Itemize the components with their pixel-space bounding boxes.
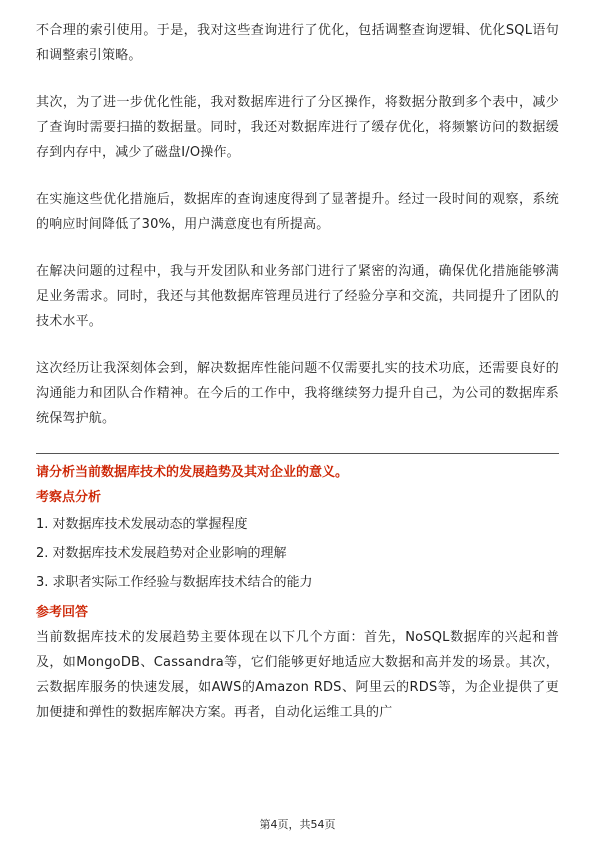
paragraph-query-optimization: 不合理的索引使用。于是，我对这些查询进行了优化，包括调整查询逻辑、优化SQL语句和调整索引策略。 (36, 23, 559, 63)
answer-title: 参考回答 (36, 605, 89, 620)
page-number: 第4页，共54页 (259, 818, 336, 831)
analysis-item: 2. 对数据库技术发展趋势对企业影响的理解 (36, 546, 287, 561)
paragraph-partition-cache: 其次，为了进一步优化性能，我对数据库进行了分区操作，将数据分散到多个表中，减少了查询时需要扫描的数据量。同时，我还对数据库进行了缓存优化，将频繁访问的数据缓存到内存中，减少了磁盘I/O操作。 (36, 95, 559, 160)
analysis-title: 考察点分析 (36, 490, 102, 505)
document-page (36, 18, 559, 725)
paragraph-communication: 在解决问题的过程中，我与开发团队和业务部门进行了紧密的沟通，确保优化措施能够满足业务需求。同时，我还与其他数据库管理员进行了经验分享和交流，共同提升了团队的技术水平。 (36, 264, 559, 329)
question-heading: 请分析当前数据库技术的发展趋势及其对企业的意义。 (36, 465, 349, 480)
analysis-list (36, 510, 559, 597)
paragraph-reflection: 这次经历让我深刻体会到，解决数据库性能问题不仅需要扎实的技术功底，还需要良好的沟通能力和团队合作精神。在今后的工作中，我将继续努力提升自己，为公司的数据库系统保驾护航。 (36, 361, 559, 426)
section-divider (36, 453, 559, 454)
paragraph-results: 在实施这些优化措施后，数据库的查询速度得到了显著提升。经过一段时间的观察，系统的响应时间降低了30%，用户满意度也有所提高。 (36, 192, 559, 232)
analysis-item: 1. 对数据库技术发展动态的掌握程度 (36, 517, 248, 532)
answer-text: 当前数据库技术的发展趋势主要体现在以下几个方面：首先，NoSQL数据库的兴起和普及，如MongoDB、Cassandra等，它们能够更好地适应大数据和高并发的场景。其次，云数据库服务的快速发展，如AWS的Amazon RDS、阿里云的RDS等，为企业提供了更加便捷和弹性的数据库解决方案。再者，自动化运维工具的广 (36, 630, 559, 720)
analysis-item: 3. 求职者实际工作经验与数据库技术结合的能力 (36, 575, 313, 590)
